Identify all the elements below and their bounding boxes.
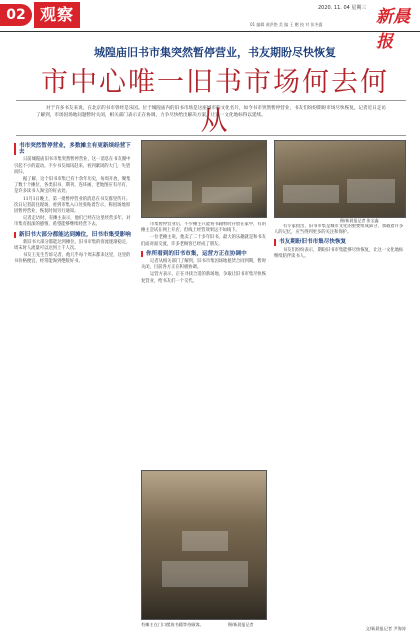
paper-logo: 新晨报: [376, 7, 410, 52]
photo-caption: 有摊主在门口摆放书籍等待顾客。: [141, 622, 204, 627]
paragraph: 11月1日晚上，第一批暂停营业的消息在书友群里传开。次日记者前往现场，看到市集入口处张贴着告示，称因场地原因暂停营业，恢复时间另行通知。: [14, 196, 131, 215]
paragraph: 记者走访时，有摊主表示，他们已经在这里经营多年，对市集有很深的感情，希望能够继续经营下去。: [14, 216, 131, 228]
article-headline: 市中心唯一旧书市场何去何从: [41, 67, 389, 137]
paragraph: 书友王先生告诉记者，他几乎每个周末都来这里，这里的书价格便宜，经常能淘到绝版好书。: [14, 253, 131, 265]
editor-meta: 01 编辑 曲洪艳 美 编 王 鹏 校 对 张冬露: [250, 22, 323, 27]
page-number: 02: [0, 4, 32, 26]
paragraph: 市集暂停营业后，不少摊主只能将书籍暂时存放在家中，有的摊主尝试在网上开店，但线上经营效果远不如线下。: [141, 222, 267, 234]
subhead-2: 新旧书大部分都能达到摊位，旧书市集受影响: [14, 232, 134, 238]
masthead-bar: [0, 0, 420, 52]
market-photo-left: [141, 140, 267, 218]
paragraph: 一位老摊主说，他卖了二十多年旧书，最大的乐趣就是和书友们面对面交流，许多老顾客已经成了朋友。: [141, 235, 267, 247]
article-lede: 对于许多书友来说，在北京的书市曾经是乐园。位于城隍庙内的旧书市场是这座城市的文化名片，如今书市突然暂停营业，书友们纷纷期盼市场尽快恢复。记者近日走访了解到，市场因场地问题暂时关闭，相关部门表示正在协调，力争尽快给出解决方案，让这一文化地标得以延续。: [36, 106, 386, 118]
column-2: [141, 222, 267, 466]
column-1: [14, 140, 134, 630]
subhead-1: 书市突然暂停营业，多数摊主有更新续经营下去: [14, 143, 134, 155]
photo-credit-top: 摄/新晨报记者 张宝鑫: [340, 218, 379, 223]
paragraph: 日前城隍庙旧书市集突然暂停营业，这一消息在书友圈中引起不小的震动。不少书友闻讯赶来，看到紧闭的大门，失望而归。: [14, 157, 131, 175]
paragraph: 有专家指出，旧书市集是城市文化的重要组成部分，承载着许多人的记忆，应当得到更多的关注和保护。: [274, 224, 404, 236]
section-title: 观察: [34, 2, 80, 28]
market-photo-bottom: [141, 470, 267, 620]
paragraph: 新旧书大部分都能达到摊位，旧书市集的客流逐渐稳定，周末时人流量可以达到上千人次。: [14, 239, 131, 252]
market-photo-right: [274, 140, 406, 218]
byline: 文/新晨报记者 尹海涛: [365, 626, 406, 631]
paragraph: 书友们纷纷表示，期盼旧书市集能够尽快恢复，让这一文化地标继续陪伴读书人。: [274, 247, 404, 259]
column-3: [274, 224, 406, 620]
article-kicker: 城隍庙旧书市集突然暂停营业，书友期盼尽快恢复: [94, 46, 336, 59]
lede-box: [16, 100, 406, 136]
paragraph: 运营方表示，正在寻找合适的新场地，争取让旧书市集尽快恢复营业，给书友们一个交代。: [141, 272, 267, 284]
dateline: 2020. 11. 04 星期三: [318, 5, 367, 11]
subhead-4: 书友期盼旧书市集尽快恢复: [274, 239, 406, 245]
paragraph: 记者从相关部门了解到，旧书市集因场地租赁合同到期，暂时关闭，目前各方正在积极协调。: [141, 259, 267, 271]
photo-credit-bottom: 摄/新晨报记者: [228, 622, 254, 627]
subhead-3: 你所看到的旧书市集，运营方正在协调中: [141, 251, 267, 257]
paragraph: 据了解，这个旧书市集已有十余年历史，每周开放，聚集了数十个摊位，各类旧书、期刊、连环画、老地图应有尽有，是许多读书人淘宝的好去处。: [14, 177, 131, 195]
